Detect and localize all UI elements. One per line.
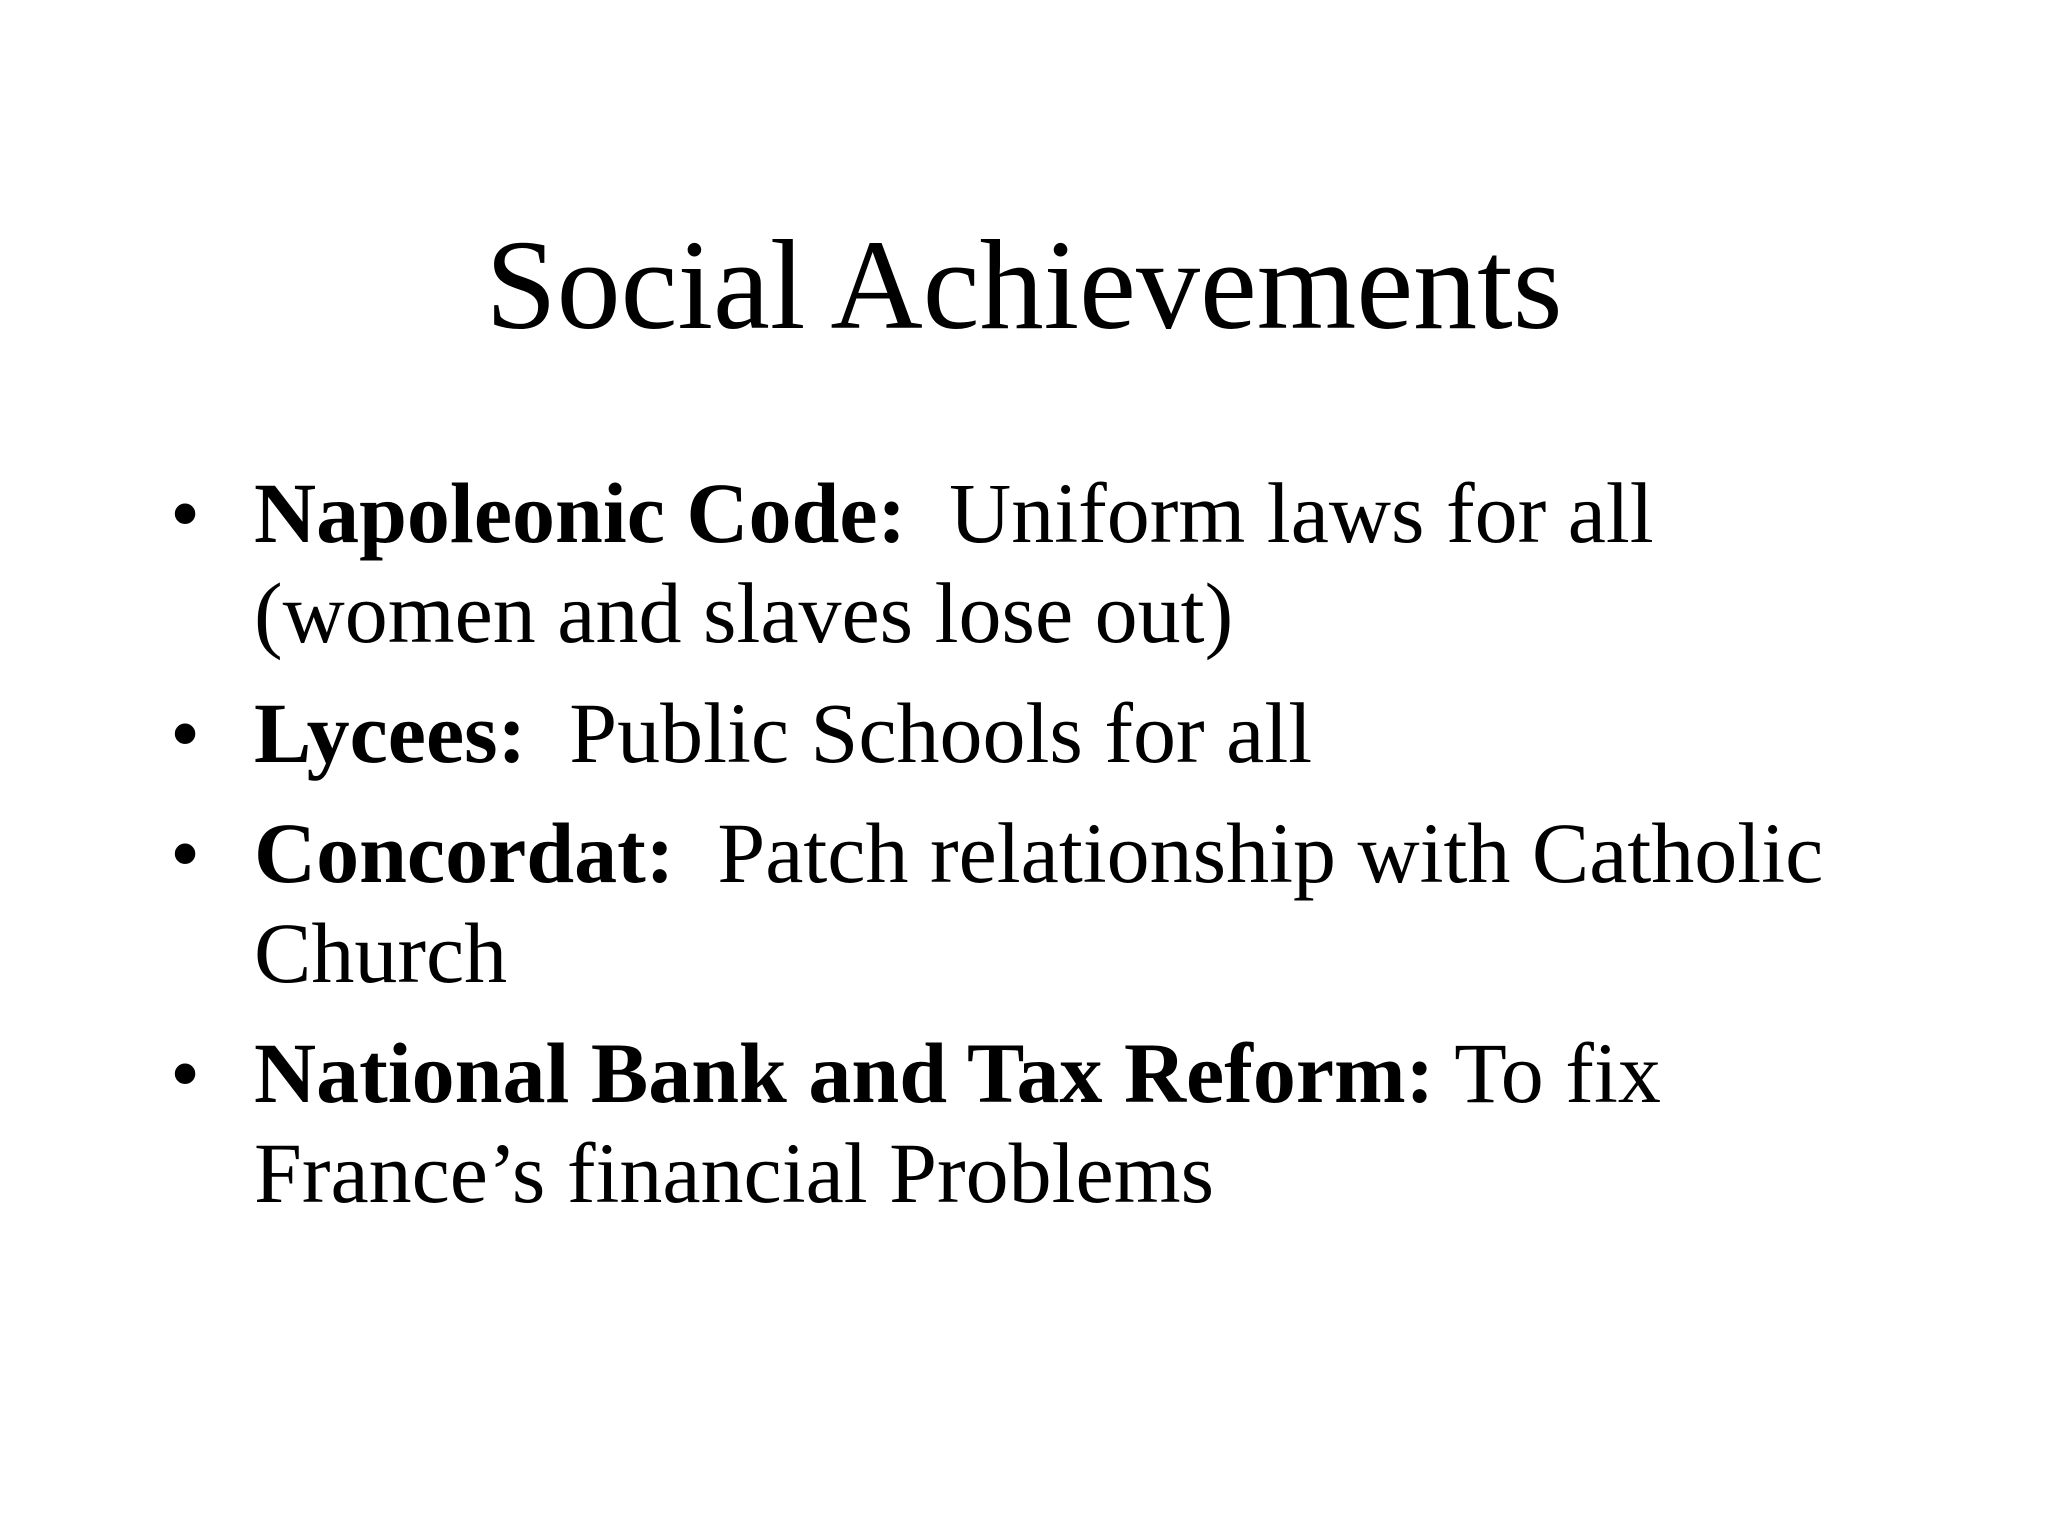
bullet-item-lycees [170,683,1890,783]
bullet-list [170,463,1890,1243]
bullet-icon: • [170,685,201,781]
bullet-term: Napoleonic Code: [254,465,907,561]
bullet-item-concordat [170,803,1890,1003]
bullet-separator [526,685,569,781]
bullet-separator [906,465,949,561]
bullet-text: Public Schools for all [569,685,1313,781]
bullet-item-napoleonic-code [170,463,1890,663]
bullet-icon: • [170,805,201,901]
bullet-separator [674,805,717,901]
slide-title: Social Achievements [485,214,1563,356]
bullet-term: Concordat: [254,805,675,901]
bullet-text: Uniform laws for all (women and slaves lose out) [254,465,1654,661]
bullet-item-national-bank [170,1023,1890,1223]
bullet-term: Lycees: [254,685,527,781]
bullet-separator [1434,1025,1454,1121]
bullet-icon: • [170,465,201,561]
bullet-text: Patch relationship with Catholic Church [254,805,1824,1001]
bullet-text: To fix France’s financial Problems [254,1025,1661,1221]
bullet-term: National Bank and Tax Reform: [254,1025,1435,1121]
bullet-icon: • [170,1025,201,1121]
